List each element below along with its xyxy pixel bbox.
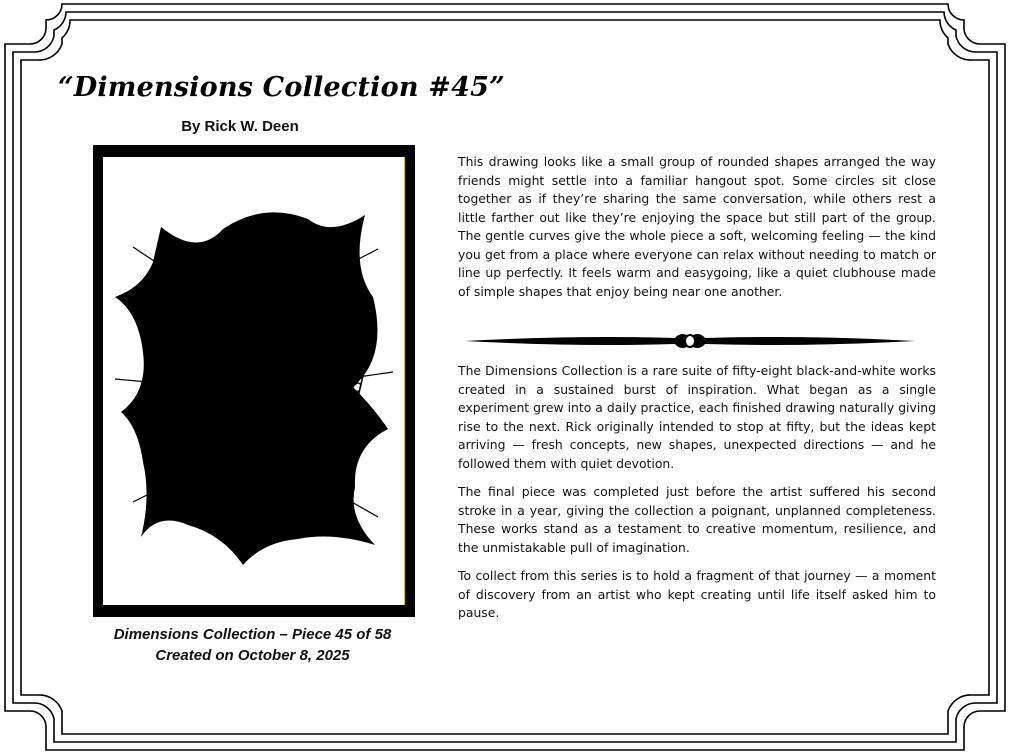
artwork-image [103,157,405,605]
artwork-drawing [103,157,404,605]
caption-piece-number: Dimensions Collection – Piece 45 of 58 [113,626,392,643]
artwork-title: “Dimensions Collection #45” [58,72,505,103]
artwork-caption [80,624,425,666]
caption-created-date: Created on October 8, 2025 [155,647,350,664]
artwork-description [458,153,936,311]
collection-paragraph-3: To collect from this series is to hold a fragment of that journey — a moment of discovery from an artist who kept creating until life itself asked him to pause. [458,568,936,620]
description-paragraph: This drawing looks like a small group of rounded shapes arranged the way friends might settle into a familiar hangout spot. Some circles sit close together as if they’re sharing the same conversation, while others rest a little farther out like they’re enjoying the space but still part of the group. The gentle curves give the whole piece a soft, welcoming feeling — the kind you get from a place where everyone can relax without needing to match or line up perfectly. It feels warm and easygoing, like a quiet clubhouse made of simple shapes that enjoy being near one another. [458,154,936,299]
artwork-signature-bottom: RwDeen 10-8-25 [288,512,356,521]
artist-byline: By Rick W. Deen [181,118,299,135]
collection-paragraph-1: The Dimensions Collection is a rare suite of fifty-eight black-and-white works created in a sustained burst of inspiration. What began as a single experiment grew into a daily practice, each finished drawing naturally giving rise to the next. Rick originally intended to stop at fifty, but the ideas kept arriving — fresh concepts, new shapes, unexpected directions — and he followed them with quiet devotion. [458,363,936,471]
collection-paragraph-2: The final piece was completed just before the artist suffered his second stroke in a year, giving the collection a poignant, unplanned completeness. These works stand as a testament to creative momentum, resilience, and the unmistakable pull of imagination. [458,484,936,555]
artwork-signature-top: RwD [351,247,360,267]
artwork-frame [93,145,415,617]
collection-text [458,362,936,633]
ornamental-divider [465,329,915,353]
